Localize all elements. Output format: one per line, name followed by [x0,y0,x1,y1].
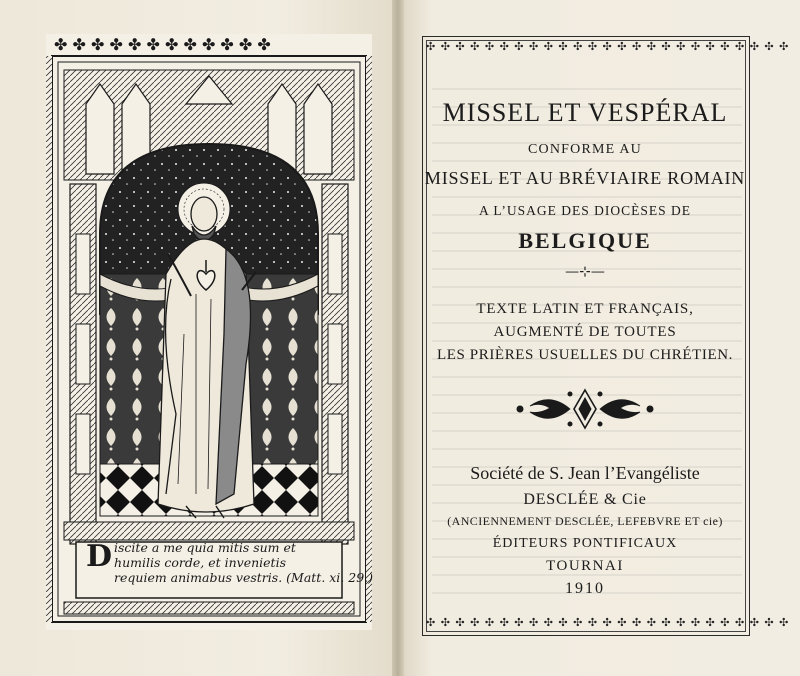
book-title: MISSEL ET VESPÉRAL [442,98,728,127]
fleuron-ornament [510,384,660,434]
svg-text:✤ ✤ ✤ ✤ ✤ ✤ ✤ ✤ ✤ ✤ ✤ ✤: ✤ ✤ ✤ ✤ ✤ ✤ ✤ ✤ ✤ ✤ ✤ ✤ [54,35,271,54]
caption-initial: D [86,539,113,574]
publisher-society: Société de S. Jean l’Evangéliste [470,463,700,483]
publication-city: TOURNAI [546,558,624,574]
caption-line-2: humilis corde, et invenietis [114,555,286,570]
publisher-title: ÉDITEURS PONTIFICAUX [492,536,678,551]
caption-line-1: iscite a me quia mitis sum et [114,540,296,555]
title-divider: —⊹— [565,264,605,280]
frontispiece-caption [86,539,374,594]
description-line-1: TEXTE LATIN ET FRANÇAIS, [476,301,694,317]
country-name: BELGIQUE [518,228,652,253]
publication-year: 1910 [565,580,605,597]
subtitle-usage: A L’USAGE DES DIOCÈSES DE [478,203,692,218]
book-gutter [392,0,404,676]
bottom-ornament-band: ✣ ✣ ✣ ✣ ✣ ✣ ✣ ✣ ✣ ✣ ✣ ✣ ✣ ✣ ✣ ✣ ✣ ✣ ✣ ✣ ✣ ✣ ✣ ✣ ✣ [426,616,790,629]
subtitle-conforme: CONFORME AU [528,142,642,157]
caption-line-3: requiem animabus vestris. (Matt. xi. 29.) [114,570,374,585]
subtitle-missel-breviaire: MISSEL ET AU BRÉVIAIRE ROMAIN [424,168,746,188]
publisher-name: DESCLÉE & Cie [523,491,647,508]
top-ornament-band: ✣ ✣ ✣ ✣ ✣ ✣ ✣ ✣ ✣ ✣ ✣ ✣ ✣ ✣ ✣ ✣ ✣ ✣ ✣ ✣ ✣ ✣ ✣ ✣ ✣ [426,40,790,53]
description-line-2: AUGMENTÉ DE TOUTES [493,324,677,340]
publisher-former-name: (ANCIENNEMENT DESCLÉE, LEFEBVRE ET cie) [447,514,723,528]
description-line-3: LES PRIÈRES USUELLES DU CHRÉTIEN. [436,347,734,363]
